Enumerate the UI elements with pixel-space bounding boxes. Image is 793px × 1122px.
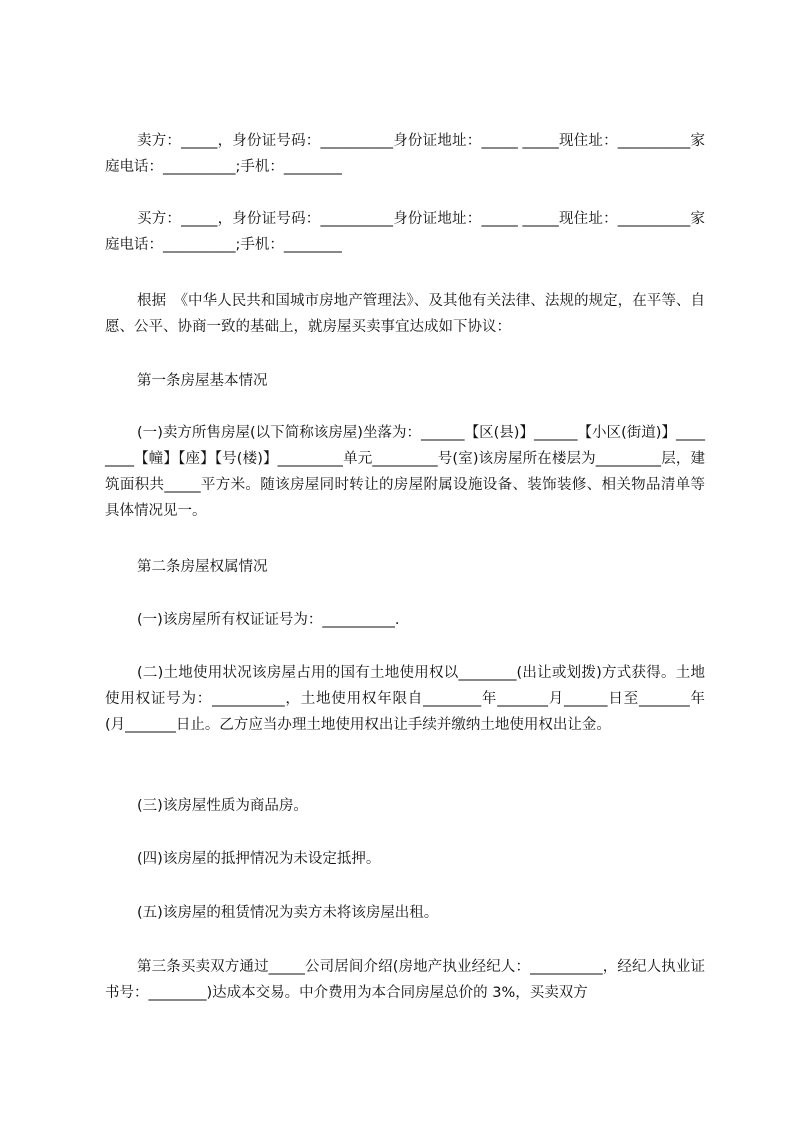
preamble-paragraph: 根据 《中华人民共和国城市房地产管理法》、及其他有关法律、法规的规定，在平等、自愿、公平、协商一致的基础上，就房屋买卖事宜达成如下协议： — [105, 293, 705, 335]
seller-info-paragraph: 卖方：_____，身份证号码：__________身份证地址：_____ _____现住址：__________家庭电话：__________;手机：________ — [105, 133, 705, 175]
article-3-paragraph: 第三条买卖双方通过_____公司居间介绍(房地产执业经纪人：__________，经纪人执业证书号：________)达成本交易。中介费用为本合同房屋总价的 3%，买卖双方 — [105, 959, 705, 1001]
article-2-title: 第二条房屋权属情况 — [137, 559, 268, 575]
article-1-title: 第一条房屋基本情况 — [137, 373, 268, 389]
buyer-info-paragraph: 买方：_____，身份证号码：__________身份证地址：_____ _____现住址：__________家庭电话：__________;手机：________ — [105, 211, 705, 253]
article-2-item-1: (一)该房屋所有权证证号为：__________. — [137, 612, 400, 628]
article-2-item-4: (四)该房屋的抵押情况为未设定抵押。 — [137, 851, 381, 867]
article-2-item-5: (五)该房屋的租赁情况为卖方未将该房屋出租。 — [137, 905, 439, 921]
article-1-item-1: (一)卖方所售房屋(以下简称该房屋)坐落为：______【区(县)】______【小区(街道)】________【幢】【座】【号(楼)】_________单元_________号(室)该房屋所在楼层为_________层，建筑面积共_____平方米。随该房屋同时转让的房屋附属设施设备、装饰装修、相关物品清单等具体情况见一。 — [105, 425, 705, 519]
article-2-item-3: (三)该房屋性质为商品房。 — [137, 798, 308, 814]
article-2-item-2: (二)土地使用状况该房屋占用的国有土地使用权以________(出让或划拨)方式获得。土地使用权证号为：__________，土地使用权年限自________年_______月______日至_______年(月_______日止。乙方应当办理土地使用权出让手续并缴纳土地使用权出让金。 — [105, 665, 705, 733]
